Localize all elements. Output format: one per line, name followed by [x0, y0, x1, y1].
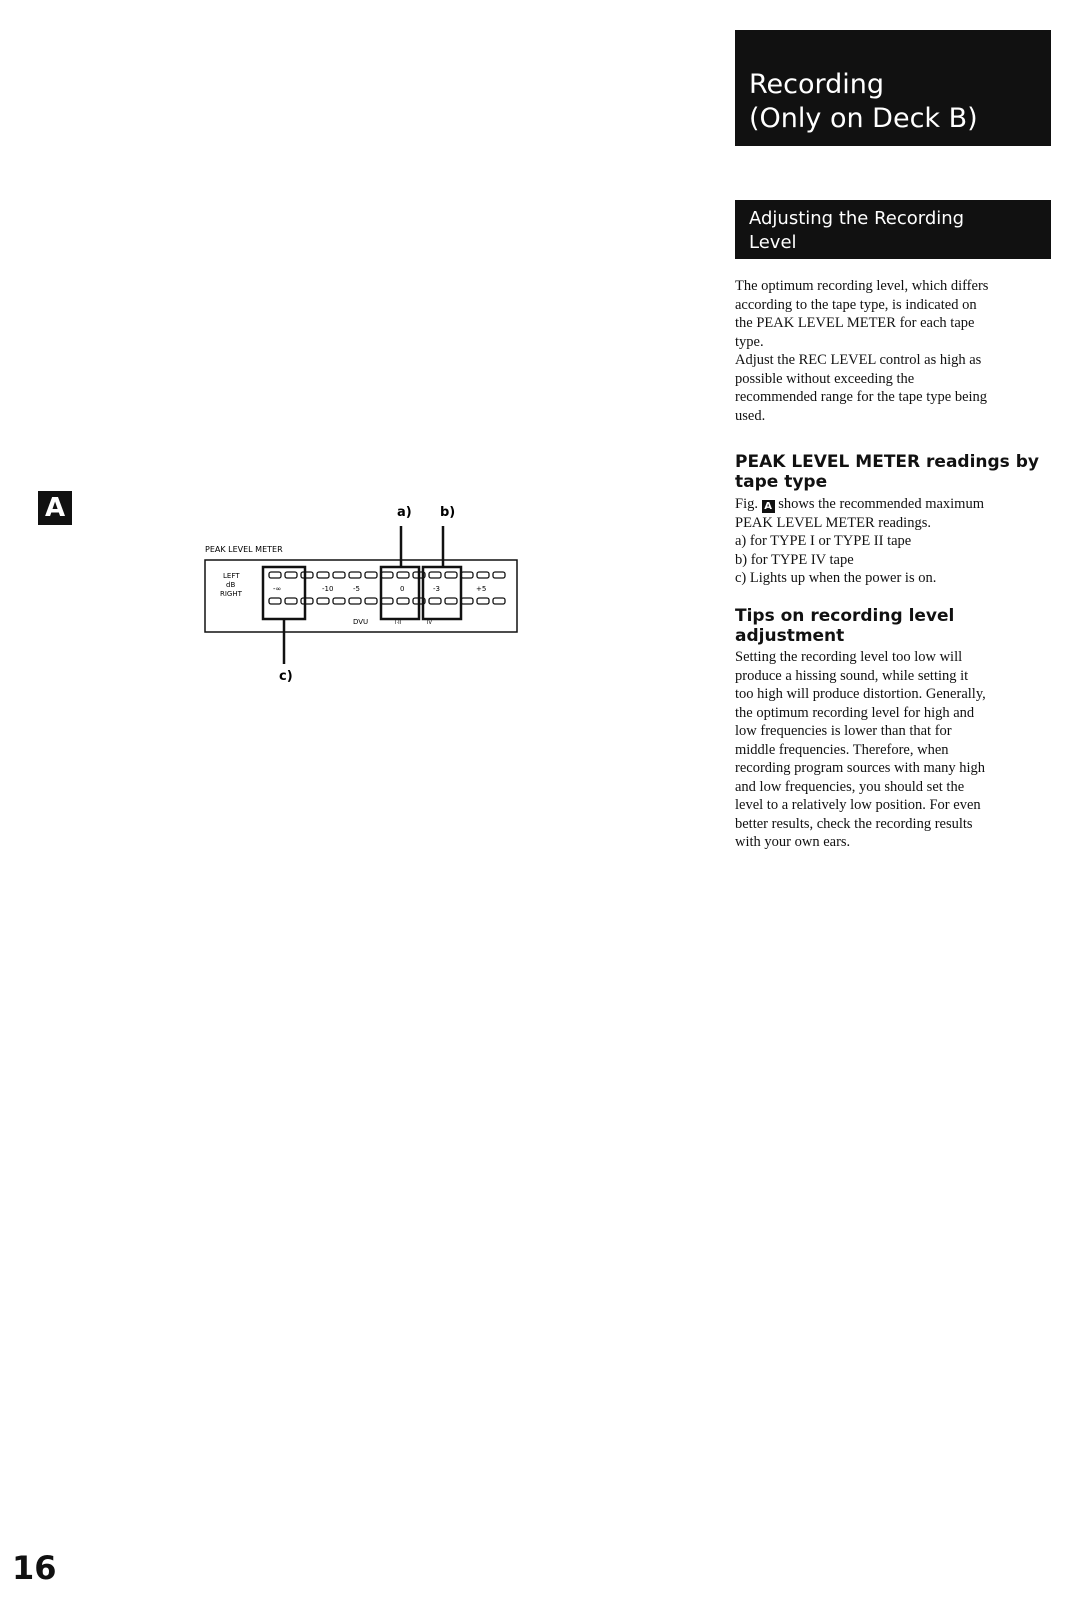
- meter-title: PEAK LEVEL METER: [205, 545, 283, 554]
- intro-line: type.: [735, 333, 764, 350]
- intro-line: possible without exceeding the: [735, 370, 915, 387]
- figure-reference-chip: A: [762, 500, 775, 513]
- peak-level-meter-figure: [195, 490, 535, 690]
- peak-heading-line2: tape type: [735, 472, 828, 492]
- fig-prefix: Fig.: [735, 496, 758, 512]
- scale-minus-10: -10: [322, 585, 334, 593]
- intro-line: The optimum recording level, which differs: [735, 278, 989, 294]
- tips-paragraph: [735, 648, 1051, 852]
- fig-suffix: shows the recommended maximum: [778, 496, 984, 512]
- peak-fig-line: [735, 495, 1051, 514]
- peak-item-a: a) for TYPE I or TYPE II tape: [735, 533, 912, 549]
- peak-meter-paragraph: [735, 495, 1051, 588]
- scale-minus-infinity: -∞: [273, 585, 282, 593]
- tips-heading-line1: Tips on recording level: [735, 606, 955, 626]
- section-title-banner: [735, 200, 1051, 259]
- tips-line: Setting the recording level too low will: [735, 649, 963, 665]
- intro-line: the PEAK LEVEL METER for each tape: [735, 315, 975, 331]
- chapter-title-line2: (Only on Deck B): [749, 103, 978, 134]
- tips-heading-line2: adjustment: [735, 626, 845, 646]
- tips-line: middle frequencies. Therefore, when: [735, 741, 949, 758]
- intro-line: recommended range for the tape type being: [735, 389, 988, 405]
- tips-line: the optimum recording level for high and: [735, 704, 975, 721]
- scale-plus-5: +5: [476, 585, 487, 593]
- peak-item-b: b) for TYPE IV tape: [735, 551, 854, 568]
- dvu-label: DVU: [353, 618, 369, 626]
- intro-line: used.: [735, 407, 766, 424]
- callout-a-label: a): [397, 505, 412, 520]
- page-number: 16: [12, 1549, 57, 1587]
- intro-line: according to the tape type, is indicated on: [735, 296, 977, 313]
- tips-line: level to a relatively low position. For even: [735, 797, 981, 813]
- peak-meter-heading: [735, 452, 1051, 492]
- callout-c-label: c): [279, 669, 293, 684]
- tips-line: and low frequencies, you should set the: [735, 778, 965, 795]
- intro-paragraph: [735, 277, 1051, 425]
- peak-line2: PEAK LEVEL METER readings.: [735, 514, 931, 531]
- left-channel-label: LEFT: [223, 572, 240, 580]
- peak-heading-line1: PEAK LEVEL METER readings by: [735, 452, 1039, 472]
- chapter-title-line1: Recording: [749, 69, 885, 100]
- scale-minus-5: -5: [353, 585, 360, 593]
- section-title-line1: Adjusting the Recording: [749, 208, 965, 229]
- tips-line: recording program sources with many high: [735, 760, 986, 776]
- scale-plus-3: -3: [433, 585, 440, 593]
- callout-b-label: b): [440, 505, 456, 520]
- tips-line: with your own ears.: [735, 834, 851, 850]
- type-b-mark: IV: [427, 620, 432, 626]
- tips-line: better results, check the recording results: [735, 815, 973, 832]
- tips-heading: [735, 606, 1051, 646]
- tips-line: low frequencies is lower than that for: [735, 723, 952, 739]
- intro-line: Adjust the REC LEVEL control as high as: [735, 352, 982, 368]
- right-channel-label: RIGHT: [220, 590, 242, 598]
- chapter-title-banner: [735, 30, 1051, 146]
- tips-line: produce a hissing sound, while setting it: [735, 667, 969, 684]
- scale-zero: 0: [400, 585, 405, 593]
- section-title-line2: Level: [749, 232, 797, 253]
- tips-line: too high will produce distortion. Generally,: [735, 686, 986, 702]
- figure-label: A: [38, 491, 72, 525]
- peak-item-c: c) Lights up when the power is on.: [735, 570, 937, 586]
- db-label: dB: [226, 581, 236, 589]
- type-a-mark: I·II: [395, 620, 402, 626]
